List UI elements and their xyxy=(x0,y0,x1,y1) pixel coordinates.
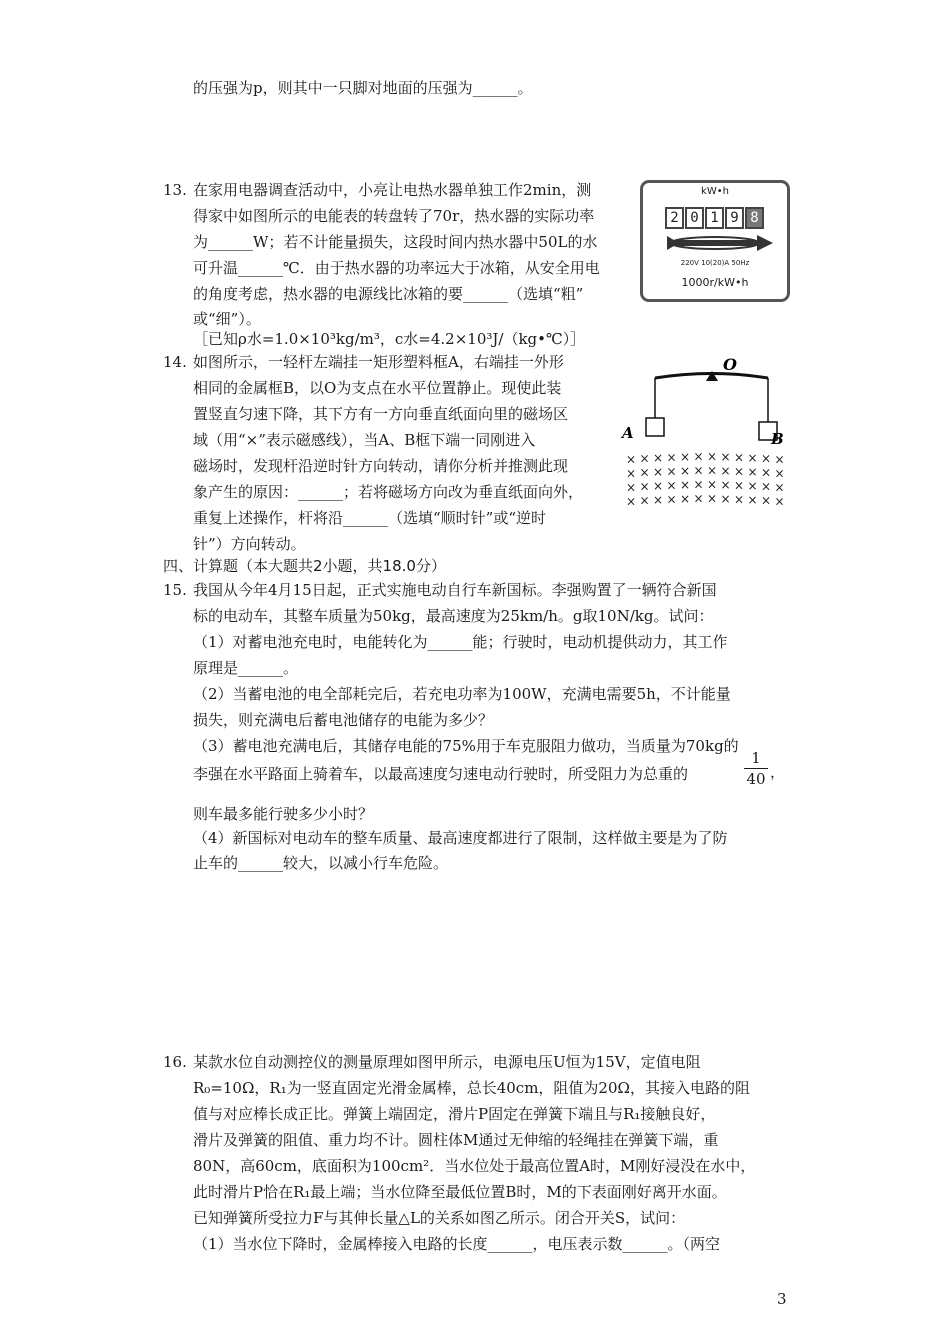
field-cross: × xyxy=(680,477,691,492)
meter-rotation-arrow-icon xyxy=(643,229,787,259)
fraction-denominator: 40 xyxy=(746,770,766,788)
q14-line: 重复上述操作，杆将沿______（选填“顺时针”或“逆时 xyxy=(193,509,547,527)
q15-number: 15. xyxy=(163,581,187,599)
field-cross: × xyxy=(761,479,772,494)
q13-line: 在家用电器调查活动中，小亮让电热水器单独工作2min，测 xyxy=(193,181,592,199)
field-cross: × xyxy=(747,479,758,494)
q14-line: 域（用“×”表示磁感线），当A、B框下端一同刚进入 xyxy=(193,431,536,449)
q14-number: 14. xyxy=(163,353,187,371)
q13-number: 13. xyxy=(163,181,187,199)
field-cross: × xyxy=(626,480,637,495)
field-cross: × xyxy=(666,492,677,507)
frame-label-a: A xyxy=(622,424,634,442)
frame-label-b: B xyxy=(771,430,784,448)
field-cross: × xyxy=(653,465,664,480)
q15-line: （3）蓄电池充满电后，其储存电能的75%用于车克服阻力做功，当质量为70kg的 xyxy=(193,737,739,755)
q16-line: 值与对应棒长成正比。弹簧上端固定，滑片P固定在弹簧下端且与R₁接触良好， xyxy=(193,1105,716,1123)
field-cross: × xyxy=(653,451,664,466)
field-cross: × xyxy=(734,492,745,507)
field-cross: × xyxy=(774,452,785,467)
field-cross: × xyxy=(707,477,718,492)
field-cross: × xyxy=(639,493,650,508)
field-cross: × xyxy=(693,491,704,506)
lever-magnetic-field-figure xyxy=(620,352,790,512)
q16-line: R₀=10Ω，R₁为一竖直固定光滑金属棒，总长40cm，阻值为20Ω，其接入电路的阻 xyxy=(193,1079,750,1097)
meter-unit: kW•h xyxy=(701,186,729,197)
field-cross: × xyxy=(761,493,772,508)
field-cross: × xyxy=(734,478,745,493)
field-cross: × xyxy=(774,480,785,495)
frame-a xyxy=(646,418,664,436)
q15-line: 则车最多能行驶多少小时？ xyxy=(193,805,374,823)
q14-line: 如图所示，一轻杆左端挂一矩形塑料框A，右端挂一外形 xyxy=(193,353,564,371)
q13-line: 或“细”）。 xyxy=(193,310,261,328)
fraction-numerator: 1 xyxy=(751,749,761,767)
pivot-label-o: O xyxy=(723,355,737,374)
fraction-comma: ， xyxy=(770,763,786,781)
field-cross: × xyxy=(639,479,650,494)
field-cross: × xyxy=(626,452,637,467)
q16-line: 某款水位自动测控仪的测量原理如图甲所示，电源电压U恒为15V，定值电阻 xyxy=(193,1053,701,1071)
field-cross: × xyxy=(774,494,785,509)
field-cross: × xyxy=(774,466,785,481)
field-cross: × xyxy=(747,493,758,508)
section-four-heading: 四、计算题（本大题共2小题，共18.0分） xyxy=(163,557,446,575)
field-cross: × xyxy=(734,450,745,465)
field-cross: × xyxy=(693,477,704,492)
q16-number: 16. xyxy=(163,1053,187,1071)
field-cross: × xyxy=(626,466,637,481)
field-cross: × xyxy=(761,465,772,480)
field-cross: × xyxy=(653,493,664,508)
magnetic-field-crosses xyxy=(626,449,785,508)
field-cross: × xyxy=(666,478,677,493)
q15-line: 我国从今年4月15日起，正式实施电动自行车新国标。李强购置了一辆符合新国 xyxy=(193,581,717,599)
field-cross: × xyxy=(680,491,691,506)
field-cross: × xyxy=(666,464,677,479)
q13-line: 得家中如图所示的电能表的转盘转了70r，热水器的实际功率 xyxy=(193,207,595,225)
page-number: 3 xyxy=(777,1290,787,1308)
q15-line: 标的电动车，其整车质量为50kg，最高速度为25km/h。g取10N/kg。试问： xyxy=(193,607,714,625)
meter-digit: 8 xyxy=(745,207,764,229)
q16-line: 已知弹簧所受拉力F与其伸长量△L的关系如图乙所示。闭合开关S，试问： xyxy=(193,1209,686,1227)
q14-line: 象产生的原因：______；若将磁场方向改为垂直纸面向外， xyxy=(193,483,584,501)
field-cross: × xyxy=(639,465,650,480)
field-cross: × xyxy=(747,451,758,466)
field-cross: × xyxy=(734,464,745,479)
q16-line: 此时滑片P恰在R₁最上端；当水位降至最低位置B时，M的下表面刚好离开水面。 xyxy=(193,1183,727,1201)
fraction-one-fortieth xyxy=(744,749,768,788)
field-cross: × xyxy=(720,449,731,464)
electric-meter-figure xyxy=(640,180,790,302)
q16-line: 滑片及弹簧的阻值、重力均不计。圆柱体M通过无伸缩的轻绳挂在弹簧下端，重 xyxy=(193,1131,719,1149)
field-cross: × xyxy=(680,463,691,478)
field-cross: × xyxy=(747,465,758,480)
q13-line: 可升温______℃．由于热水器的功率远大于冰箱，从安全用电 xyxy=(193,259,600,277)
field-cross: × xyxy=(720,477,731,492)
field-cross: × xyxy=(680,449,691,464)
field-cross: × xyxy=(626,494,637,509)
field-cross: × xyxy=(707,463,718,478)
q14-line: 相同的金属框B，以O为支点在水平位置静止。现使此装 xyxy=(193,379,562,397)
meter-digits xyxy=(665,207,765,229)
field-cross: × xyxy=(653,479,664,494)
q14-line: 针”）方向转动。 xyxy=(193,535,306,553)
q15-line: （1）对蓄电池充电时，电能转化为______能；行驶时，电动机提供动力，其工作 xyxy=(193,633,728,651)
q16-line: （1）当水位下降时，金属棒接入电路的长度______，电压表示数______。（两空 xyxy=(193,1235,721,1253)
meter-digit: 0 xyxy=(685,207,704,229)
field-cross: × xyxy=(666,450,677,465)
field-cross: × xyxy=(707,491,718,506)
meter-constant: 1000r/kW•h xyxy=(681,276,749,289)
meter-digit: 1 xyxy=(705,207,724,229)
q12-tail-line: 的压强为p，则其中一只脚对地面的压强为______。 xyxy=(193,79,533,97)
field-cross: × xyxy=(761,451,772,466)
q14-line: 置竖直匀速下降，其下方有一方向垂直纸面向里的磁场区 xyxy=(193,405,569,423)
q15-line: 止车的______较大，以减小行车危险。 xyxy=(193,854,449,872)
q13-line: 为______W；若不计能量损失，这段时间内热水器中50L的水 xyxy=(193,233,598,251)
q16-line: 80N，高60cm，底面积为100cm²．当水位处于最高位置A时，M刚好浸没在水中， xyxy=(193,1157,756,1175)
q15-line: 李强在水平路面上骑着车，以最高速度匀速电动行驶时，所受阻力为总重的 xyxy=(193,765,689,783)
q14-line: 磁场时，发现杆沿逆时针方向转动，请你分析并推测此现 xyxy=(193,457,569,475)
field-cross: × xyxy=(707,449,718,464)
meter-rating: 220V 10(20)A 50Hz xyxy=(680,259,750,267)
field-cross: × xyxy=(720,463,731,478)
field-cross: × xyxy=(720,491,731,506)
meter-digit: 2 xyxy=(665,207,684,229)
field-cross: × xyxy=(693,449,704,464)
q15-line: 损失，则充满电后蓄电池储存的电能为多少？ xyxy=(193,711,494,729)
q13-line: ［已知ρ水=1.0×10³kg/m³，c水=4.2×10³J/（kg•℃）］ xyxy=(193,330,586,348)
meter-digit: 9 xyxy=(725,207,744,229)
q13-line: 的角度考虑，热水器的电源线比冰箱的要______（选填“粗” xyxy=(193,285,584,303)
field-cross: × xyxy=(639,451,650,466)
q15-line: （2）当蓄电池的电全部耗完后，若充电功率为100W，充满电需要5h，不计能量 xyxy=(193,685,731,703)
q15-line: 原理是______。 xyxy=(193,659,299,677)
q15-line: （4）新国标对电动车的整车质量、最高速度都进行了限制，这样做主要是为了防 xyxy=(193,829,728,847)
field-cross: × xyxy=(693,463,704,478)
